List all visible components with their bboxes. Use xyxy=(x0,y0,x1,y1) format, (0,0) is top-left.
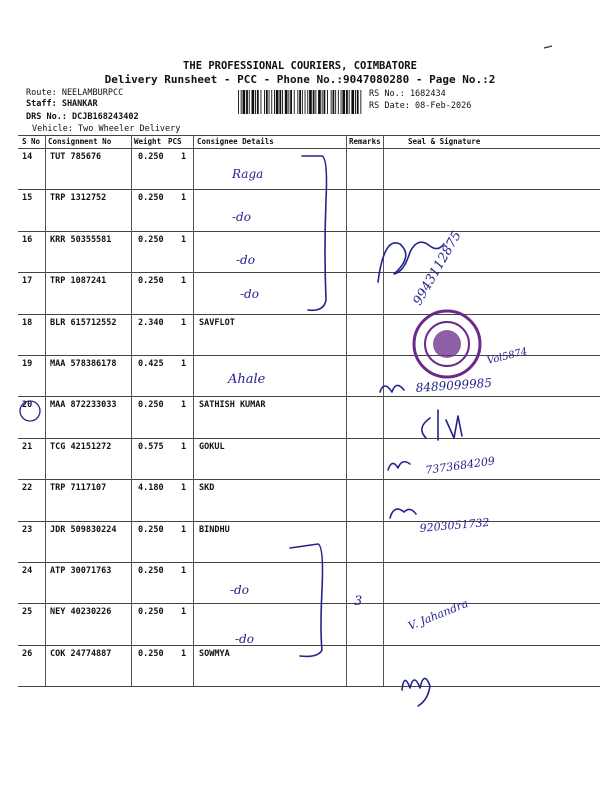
barcode-bar xyxy=(313,90,315,114)
col-header-sno: S No xyxy=(22,137,41,146)
cell-consignment-no: KRR 50355581 xyxy=(50,234,112,245)
hw-phone-c: 7373684209 xyxy=(424,454,496,477)
cell-pcs: 1 xyxy=(181,359,187,369)
barcode-bar xyxy=(249,90,250,114)
barcode-bar xyxy=(257,90,259,114)
cell-sno: 24 xyxy=(22,566,33,576)
column-rule xyxy=(131,135,132,686)
barcode-bar xyxy=(355,90,356,114)
row-rule xyxy=(18,189,600,190)
row-rule xyxy=(18,438,600,439)
barcode-bar xyxy=(318,90,321,114)
cell-pcs: 1 xyxy=(181,276,187,287)
cell-sno: 17 xyxy=(22,276,33,287)
hw-phone-a: 9943112875 xyxy=(410,228,465,308)
staff-label: Staff: SHANKAR xyxy=(26,99,98,109)
cell-sno: 14 xyxy=(22,152,33,162)
row-rule xyxy=(18,314,600,315)
cell-consignment-no: BLR 615712552 xyxy=(50,317,117,328)
cell-weight: 0.250 xyxy=(138,276,164,287)
cell-consignment-no: COK 24774887 xyxy=(50,648,112,659)
cell-weight: 0.250 xyxy=(138,152,164,162)
cell-consignment-no: NEY 40230226 xyxy=(50,607,112,618)
cell-weight: 0.250 xyxy=(138,400,164,411)
cell-weight: 0.425 xyxy=(138,359,164,369)
barcode-bar xyxy=(307,90,308,114)
cell-consignment-no: TCG 42151272 xyxy=(50,441,112,452)
barcode-bar xyxy=(324,90,326,114)
barcode-bar xyxy=(335,90,336,114)
barcode-image xyxy=(238,90,364,114)
barcode-bar xyxy=(290,90,292,114)
hw-row19-consignee: Ahale xyxy=(228,372,266,387)
table-top-rule xyxy=(18,135,600,136)
cell-sno: 25 xyxy=(22,607,33,618)
barcode-bar xyxy=(274,90,275,114)
row-rule xyxy=(18,355,600,356)
cell-pcs: 1 xyxy=(181,152,187,162)
barcode-bar xyxy=(327,90,328,114)
row-rule xyxy=(18,396,600,397)
barcode-bar xyxy=(282,90,283,114)
barcode-bar xyxy=(271,90,272,114)
cell-consignment-no: JDR 509830224 xyxy=(50,524,117,535)
barcode-bar xyxy=(269,90,270,114)
cell-pcs: 1 xyxy=(181,607,187,618)
hw-phone-b: 8489099985 xyxy=(415,375,493,395)
barcode-bar xyxy=(360,90,361,114)
column-rule xyxy=(383,135,384,686)
scan-speck xyxy=(544,46,552,48)
cell-sno: 21 xyxy=(22,441,33,452)
cell-consignee: SATHISH KUMAR xyxy=(199,400,266,411)
barcode-bar xyxy=(341,90,342,114)
hw-row24-consignee: -do xyxy=(230,583,249,597)
hw-row17-consignee: -do xyxy=(240,287,259,301)
vehicle-label: Vehicle: Two Wheeler Delivery xyxy=(32,124,181,134)
barcode-bar xyxy=(297,90,298,114)
cell-weight: 0.250 xyxy=(138,193,164,204)
company-title: THE PROFESSIONAL COURIERS, COIMBATORE xyxy=(183,60,417,72)
hw-bracket-bottom xyxy=(290,544,323,656)
hw-row25-consignee: -do xyxy=(235,632,254,646)
hw-signature-mark-top xyxy=(378,242,444,282)
route-label: Route: NEELAMBURPCC xyxy=(26,88,124,98)
cell-pcs: 1 xyxy=(181,524,187,535)
row-rule xyxy=(18,521,600,522)
barcode-bar xyxy=(349,90,350,114)
cell-consignee: SAVFLOT xyxy=(199,317,235,328)
cell-pcs: 1 xyxy=(181,317,187,328)
cell-weight: 0.250 xyxy=(138,607,164,618)
barcode-bar xyxy=(243,90,246,114)
cell-sno: 22 xyxy=(22,483,33,494)
col-header-remarks: Remarks xyxy=(349,137,381,146)
barcode-bar xyxy=(288,90,289,114)
drs-number: DRS No.: DCJB168243402 xyxy=(26,112,139,122)
rs-date: RS Date: 08-Feb-2026 xyxy=(369,101,472,111)
barcode-bar xyxy=(238,90,239,114)
cell-weight: 0.250 xyxy=(138,524,164,535)
barcode-bar xyxy=(285,90,288,114)
row-rule xyxy=(18,479,600,480)
barcode-bar xyxy=(322,90,323,114)
barcode-bar xyxy=(309,90,312,114)
row-rule xyxy=(18,231,600,232)
cell-sno: 19 xyxy=(22,359,33,369)
cell-pcs: 1 xyxy=(181,566,187,576)
rs-number: RS No.: 1682434 xyxy=(369,89,446,99)
cell-sno: 16 xyxy=(22,234,33,245)
cell-pcs: 1 xyxy=(181,400,187,411)
cell-consignment-no: TUT 785676 xyxy=(50,152,102,162)
barcode-bar xyxy=(261,90,262,114)
cell-sno: 23 xyxy=(22,524,33,535)
cell-consignment-no: TRP 1087241 xyxy=(50,276,107,287)
barcode-bar xyxy=(241,90,242,114)
col-header-seal: Seal & Signature xyxy=(408,137,481,146)
col-header-consignment: Consignment No xyxy=(48,137,112,146)
barcode-bar xyxy=(331,90,332,114)
col-header-pcs: PCS xyxy=(168,137,182,146)
hw-row14-consignee: Raga xyxy=(232,167,264,181)
barcode-bar xyxy=(305,90,306,114)
hw-initials-row21 xyxy=(388,462,410,470)
barcode-bar xyxy=(338,90,339,114)
row-rule xyxy=(18,645,600,646)
cell-weight: 0.250 xyxy=(138,648,164,659)
cell-pcs: 1 xyxy=(181,648,187,659)
row-rule xyxy=(18,603,600,604)
table-header-rule xyxy=(18,148,600,149)
barcode-bar xyxy=(264,90,265,114)
row-rule xyxy=(18,562,600,563)
cell-consignee: SOWMYA xyxy=(199,648,230,659)
barcode-bar xyxy=(266,90,268,114)
column-rule xyxy=(346,135,347,686)
barcode-bar xyxy=(351,90,354,114)
hw-signature-row25: V. Jahandra xyxy=(406,596,471,633)
hw-note-row19: Vol5874 xyxy=(486,346,529,367)
cell-consignee: SKD xyxy=(199,483,215,494)
hw-initials-row22 xyxy=(390,509,416,518)
hw-signature-row20 xyxy=(422,410,462,440)
barcode-bar xyxy=(333,90,335,114)
barcode-bar xyxy=(276,90,279,114)
cell-consignee: GOKUL xyxy=(199,441,225,452)
barcode-bar xyxy=(246,90,248,114)
barcode-bar xyxy=(315,90,316,114)
cell-consignment-no: MAA 578386178 xyxy=(50,359,117,369)
cell-consignee: BINDHU xyxy=(199,524,230,535)
cell-pcs: 1 xyxy=(181,441,187,452)
barcode-bar xyxy=(357,90,359,114)
barcode-bar xyxy=(299,90,301,114)
barcode-bar xyxy=(294,90,295,114)
cell-sno: 26 xyxy=(22,648,33,659)
col-header-consignee: Consignee Details xyxy=(197,137,274,146)
row-rule xyxy=(18,272,600,273)
cell-sno: 18 xyxy=(22,317,33,328)
hw-signature-row26 xyxy=(402,678,430,706)
cell-sno: 20 xyxy=(22,400,33,411)
cell-pcs: 1 xyxy=(181,234,187,245)
cell-weight: 4.180 xyxy=(138,483,164,494)
runsheet-subtitle: Delivery Runsheet - PCC - Phone No.:9047080280 - Page No.:2 xyxy=(104,73,496,86)
barcode-bar xyxy=(346,90,348,114)
cell-consignment-no: TRP 7117107 xyxy=(50,483,107,494)
barcode-bar xyxy=(252,90,255,114)
barcode-bar xyxy=(342,90,345,114)
cell-pcs: 1 xyxy=(181,193,187,204)
row-rule xyxy=(18,686,600,687)
cell-weight: 2.340 xyxy=(138,317,164,328)
cell-sno: 15 xyxy=(22,193,33,204)
hw-bracket-top xyxy=(302,156,327,310)
cell-consignment-no: ATP 30071763 xyxy=(50,566,112,576)
hw-row24-remark: 3 xyxy=(354,594,363,609)
barcode-bar xyxy=(302,90,303,114)
cell-weight: 0.575 xyxy=(138,441,164,452)
cell-pcs: 1 xyxy=(181,483,187,494)
cell-weight: 0.250 xyxy=(138,234,164,245)
hw-phone-d: 9203051732 xyxy=(419,515,490,535)
col-header-weight: Weight xyxy=(134,137,162,146)
column-rule xyxy=(45,135,46,686)
cell-consignment-no: MAA 872233033 xyxy=(50,400,117,411)
barcode-bar xyxy=(255,90,256,114)
hw-row15-consignee: -do xyxy=(232,210,251,224)
hw-row16-consignee: -do xyxy=(236,253,255,267)
seal-stamp xyxy=(414,311,480,377)
column-rule xyxy=(193,135,194,686)
cell-weight: 0.250 xyxy=(138,566,164,576)
cell-consignment-no: TRP 1312752 xyxy=(50,193,107,204)
barcode-bar xyxy=(279,90,281,114)
